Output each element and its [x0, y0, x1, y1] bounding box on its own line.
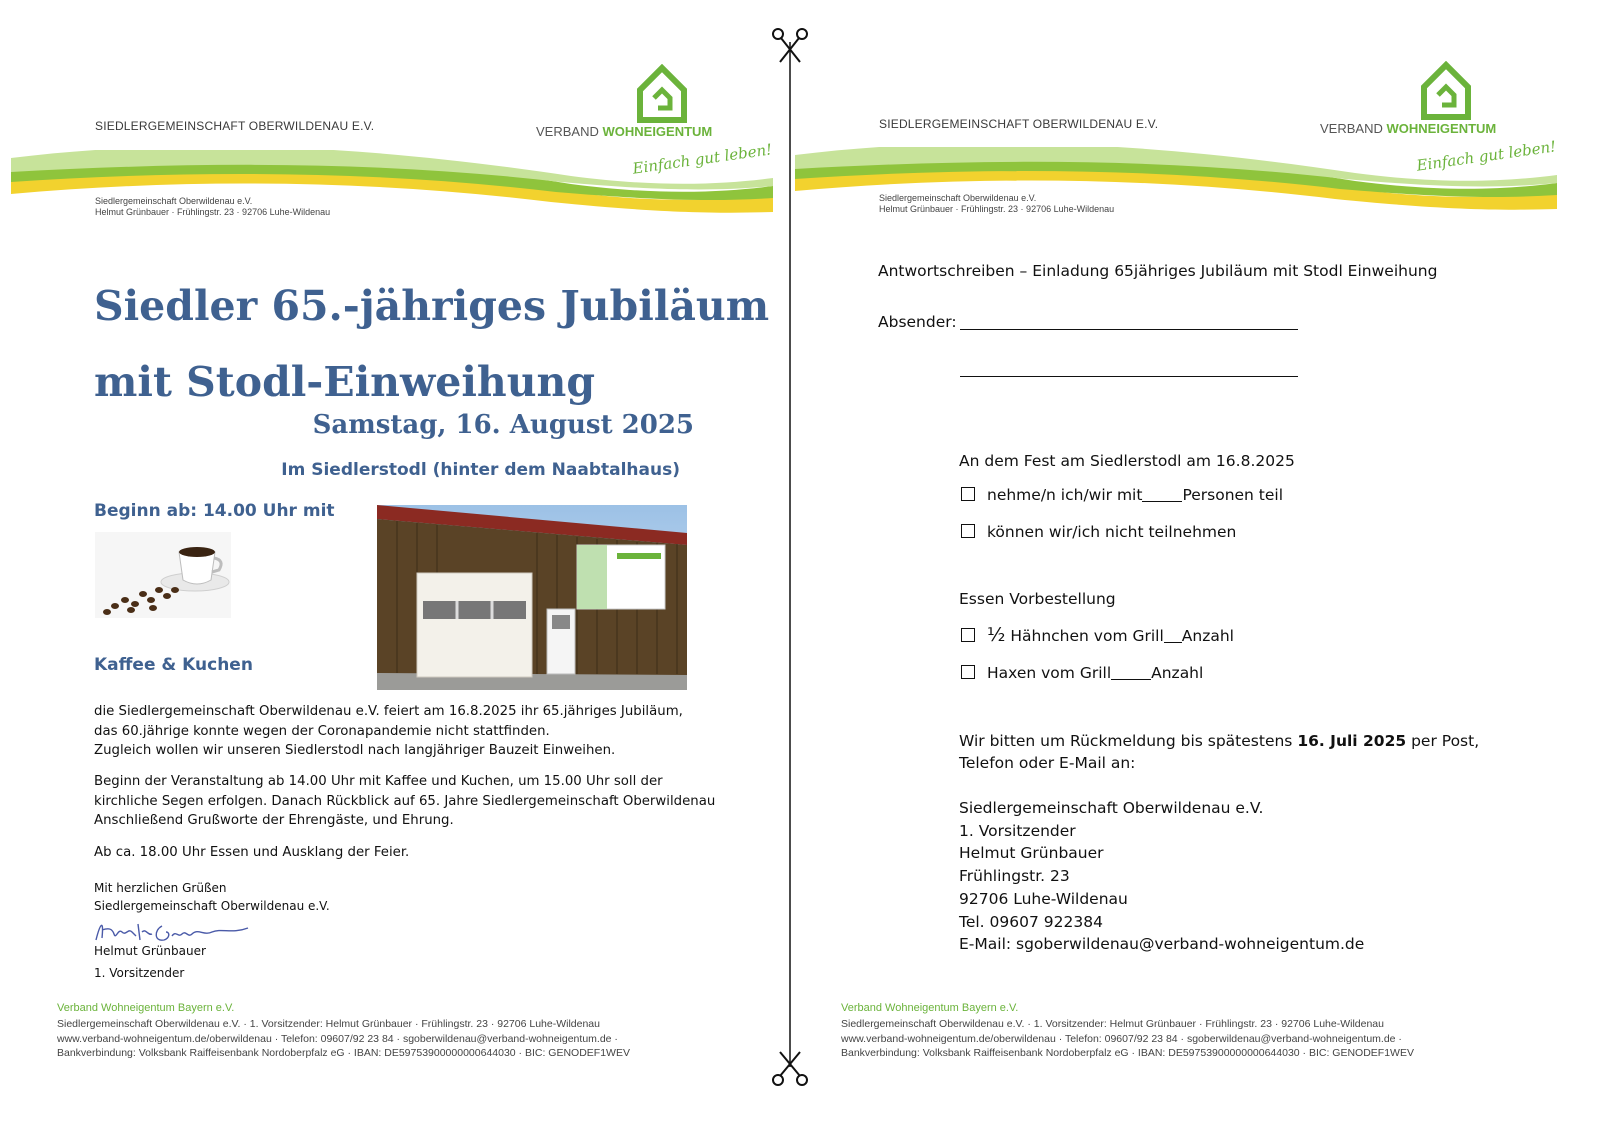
logo-wordmark [1320, 121, 1496, 136]
sender-line-1: Siedlergemeinschaft Oberwildenau e.V. [95, 196, 253, 206]
evening-paragraph: Ab ca. 18.00 Uhr Essen und Ausklang der Feier. [94, 845, 410, 860]
logo-brand: WOHNEIGENTUM [1386, 121, 1497, 136]
footer-line: www.verband-wohneigentum.de/oberwildenau · Telefon: 09607/92 23 84 · sgoberwildenau@verband-wohneigentum.de · [57, 1032, 618, 1045]
footer-block [841, 1017, 1414, 1061]
food-option-chicken [961, 624, 1234, 646]
haxen-count-field[interactable] [1111, 679, 1151, 680]
attend-text-end: Personen teil [1182, 486, 1284, 504]
sender-line-2: Helmut Grünbauer · Frühlingstr. 23 · 92706 Luhe-Wildenau [879, 204, 1115, 214]
chicken-checkbox[interactable] [961, 628, 975, 642]
signer-name: Helmut Grünbauer [94, 944, 206, 958]
attend-checkbox[interactable] [961, 487, 975, 501]
logo-slogan: Einfach gut leben! [631, 140, 774, 178]
footer-block [57, 1017, 630, 1061]
intro-line: das 60.jährige konnte wegen der Coronapandemie nicht stattfinden. [94, 723, 550, 739]
logo-wordmark [536, 124, 712, 139]
food-heading: Essen Vorbestellung [959, 590, 1116, 608]
haxen-checkbox[interactable] [961, 665, 975, 679]
logo-brand: WOHNEIGENTUM [602, 124, 713, 139]
reply-text: Wir bitten um Rückmeldung bis spätestens [959, 732, 1293, 750]
org-header: SIEDLERGEMEINSCHAFT OBERWILDENAU E.V. [879, 117, 1159, 131]
greeting-org: Siedlergemeinschaft Oberwildenau e.V. [94, 899, 330, 913]
footer-title: Verband Wohneigentum Bayern e.V. [841, 1002, 1019, 1014]
intro-line: die Siedlergemeinschaft Oberwildenau e.V. feiert am 16.8.2025 ihr 65.jähriges Jubiläum, [94, 704, 683, 719]
footer-line: Bankverbindung: Volksbank Raiffeisenbank Nordoberpfalz eG · IBAN: DE59753900000000644030 · BIC: GENODEF1WEV [57, 1047, 630, 1059]
haxen-text: Haxen vom Grill [987, 664, 1112, 682]
contact-line: Frühlingstr. 23 [959, 867, 1070, 886]
program-paragraph [94, 772, 715, 831]
food-option-haxen [961, 664, 1203, 682]
sender-line-2: Helmut Grünbauer · Frühlingstr. 23 · 92706 Luhe-Wildenau [95, 207, 331, 217]
reply-channels: Telefon oder E-Mail an: [959, 754, 1136, 772]
event-title-line-1: Siedler 65.-jähriges Jubiläum [94, 282, 770, 330]
contact-line: 1. Vorsitzender [959, 821, 1076, 840]
program-line: Beginn der Veranstaltung ab 14.00 Uhr mit Kaffee und Kuchen, um 15.00 Uhr soll der [94, 774, 663, 789]
footer-line: Bankverbindung: Volksbank Raiffeisenbank Nordoberpfalz eG · IBAN: DE59753900000000644030 · BIC: GENODEF1WEV [841, 1047, 1414, 1059]
signer-role: 1. Vorsitzender [94, 966, 185, 980]
attend-text: nehme/n ich/wir mit [987, 486, 1143, 504]
option-attend [961, 486, 1283, 504]
start-time: Beginn ab: 14.00 Uhr mit [94, 501, 335, 521]
intro-paragraph [94, 702, 683, 761]
greeting: Mit herzlichen Grüßen [94, 881, 227, 895]
sender-label: Absender: [878, 313, 957, 331]
footer-line: Siedlergemeinschaft Oberwildenau e.V. · 1. Vorsitzender: Helmut Grünbauer · Frühlingstr. 23 · 92706 Luhe-Wildenau [57, 1018, 600, 1030]
contact-email: E-Mail: sgoberwildenau@verband-wohneigentum.de [959, 935, 1365, 954]
haxen-unit: Anzahl [1151, 664, 1204, 682]
house-logo-icon [636, 64, 688, 124]
logo-slogan: Einfach gut leben! [1415, 137, 1558, 175]
stodl-building-photo [377, 505, 687, 690]
half-fraction: ½ [987, 624, 1006, 646]
house-logo-icon [1420, 61, 1472, 121]
decline-text: können wir/ich nicht teilnehmen [987, 523, 1237, 541]
festival-intro: An dem Fest am Siedlerstodl am 16.8.2025 [959, 452, 1295, 470]
decline-checkbox[interactable] [961, 524, 975, 538]
footer-title: Verband Wohneigentum Bayern e.V. [57, 1002, 235, 1014]
reply-text-end: per Post, [1411, 732, 1480, 750]
event-title-line-2: mit Stodl-Einweihung [94, 358, 596, 406]
intro-line: Zugleich wollen wir unseren Siedlerstodl nach langjähriger Bauzeit Einweihen. [94, 743, 616, 758]
program-line: kirchliche Segen erfolgen. Danach Rückblick auf 65. Jahre Siedlergemeinschaft Oberwildenau [94, 793, 716, 809]
chicken-text: Hähnchen vom Grill [1010, 627, 1164, 645]
sender-line-input-2[interactable] [960, 376, 1298, 377]
sender-line-input-1[interactable] [960, 329, 1298, 330]
footer-line: Siedlergemeinschaft Oberwildenau e.V. · 1. Vorsitzender: Helmut Grünbauer · Frühlingstr. 23 · 92706 Luhe-Wildenau [841, 1018, 1384, 1030]
contact-address [959, 797, 1364, 956]
org-header: SIEDLERGEMEINSCHAFT OBERWILDENAU E.V. [95, 119, 375, 133]
contact-line: Tel. 09607 922384 [959, 912, 1103, 931]
sender-line-1: Siedlergemeinschaft Oberwildenau e.V. [879, 193, 1037, 203]
signer-block [94, 940, 206, 984]
coffee-cake-label: Kaffee & Kuchen [94, 655, 253, 675]
contact-line: Siedlergemeinschaft Oberwildenau e.V. [959, 799, 1264, 817]
reply-deadline: 16. Juli 2025 [1297, 732, 1407, 750]
option-decline [961, 523, 1236, 541]
attend-count-field[interactable] [1142, 501, 1182, 502]
event-location: Im Siedlerstodl (hinter dem Naabtalhaus) [281, 460, 680, 480]
chicken-unit: Anzahl [1181, 627, 1234, 645]
reply-subject: Antwortschreiben – Einladung 65jähriges Jubiläum mit Stodl Einweihung [878, 262, 1438, 280]
closing-block [94, 879, 330, 915]
logo-prefix: VERBAND [1320, 121, 1383, 136]
coffee-cup-image [95, 532, 231, 618]
program-line: Anschließend Grußworte der Ehrengäste, und Ehrung. [94, 813, 454, 828]
contact-line: Helmut Grünbauer [959, 844, 1104, 863]
event-date: Samstag, 16. August 2025 [312, 410, 694, 440]
reply-request [959, 730, 1479, 774]
footer-line: www.verband-wohneigentum.de/oberwildenau · Telefon: 09607/92 23 84 · sgoberwildenau@verband-wohneigentum.de · [841, 1032, 1402, 1045]
chicken-count-field[interactable] [1164, 642, 1182, 643]
contact-line: 92706 Luhe-Wildenau [959, 889, 1128, 908]
logo-prefix: VERBAND [536, 124, 599, 139]
